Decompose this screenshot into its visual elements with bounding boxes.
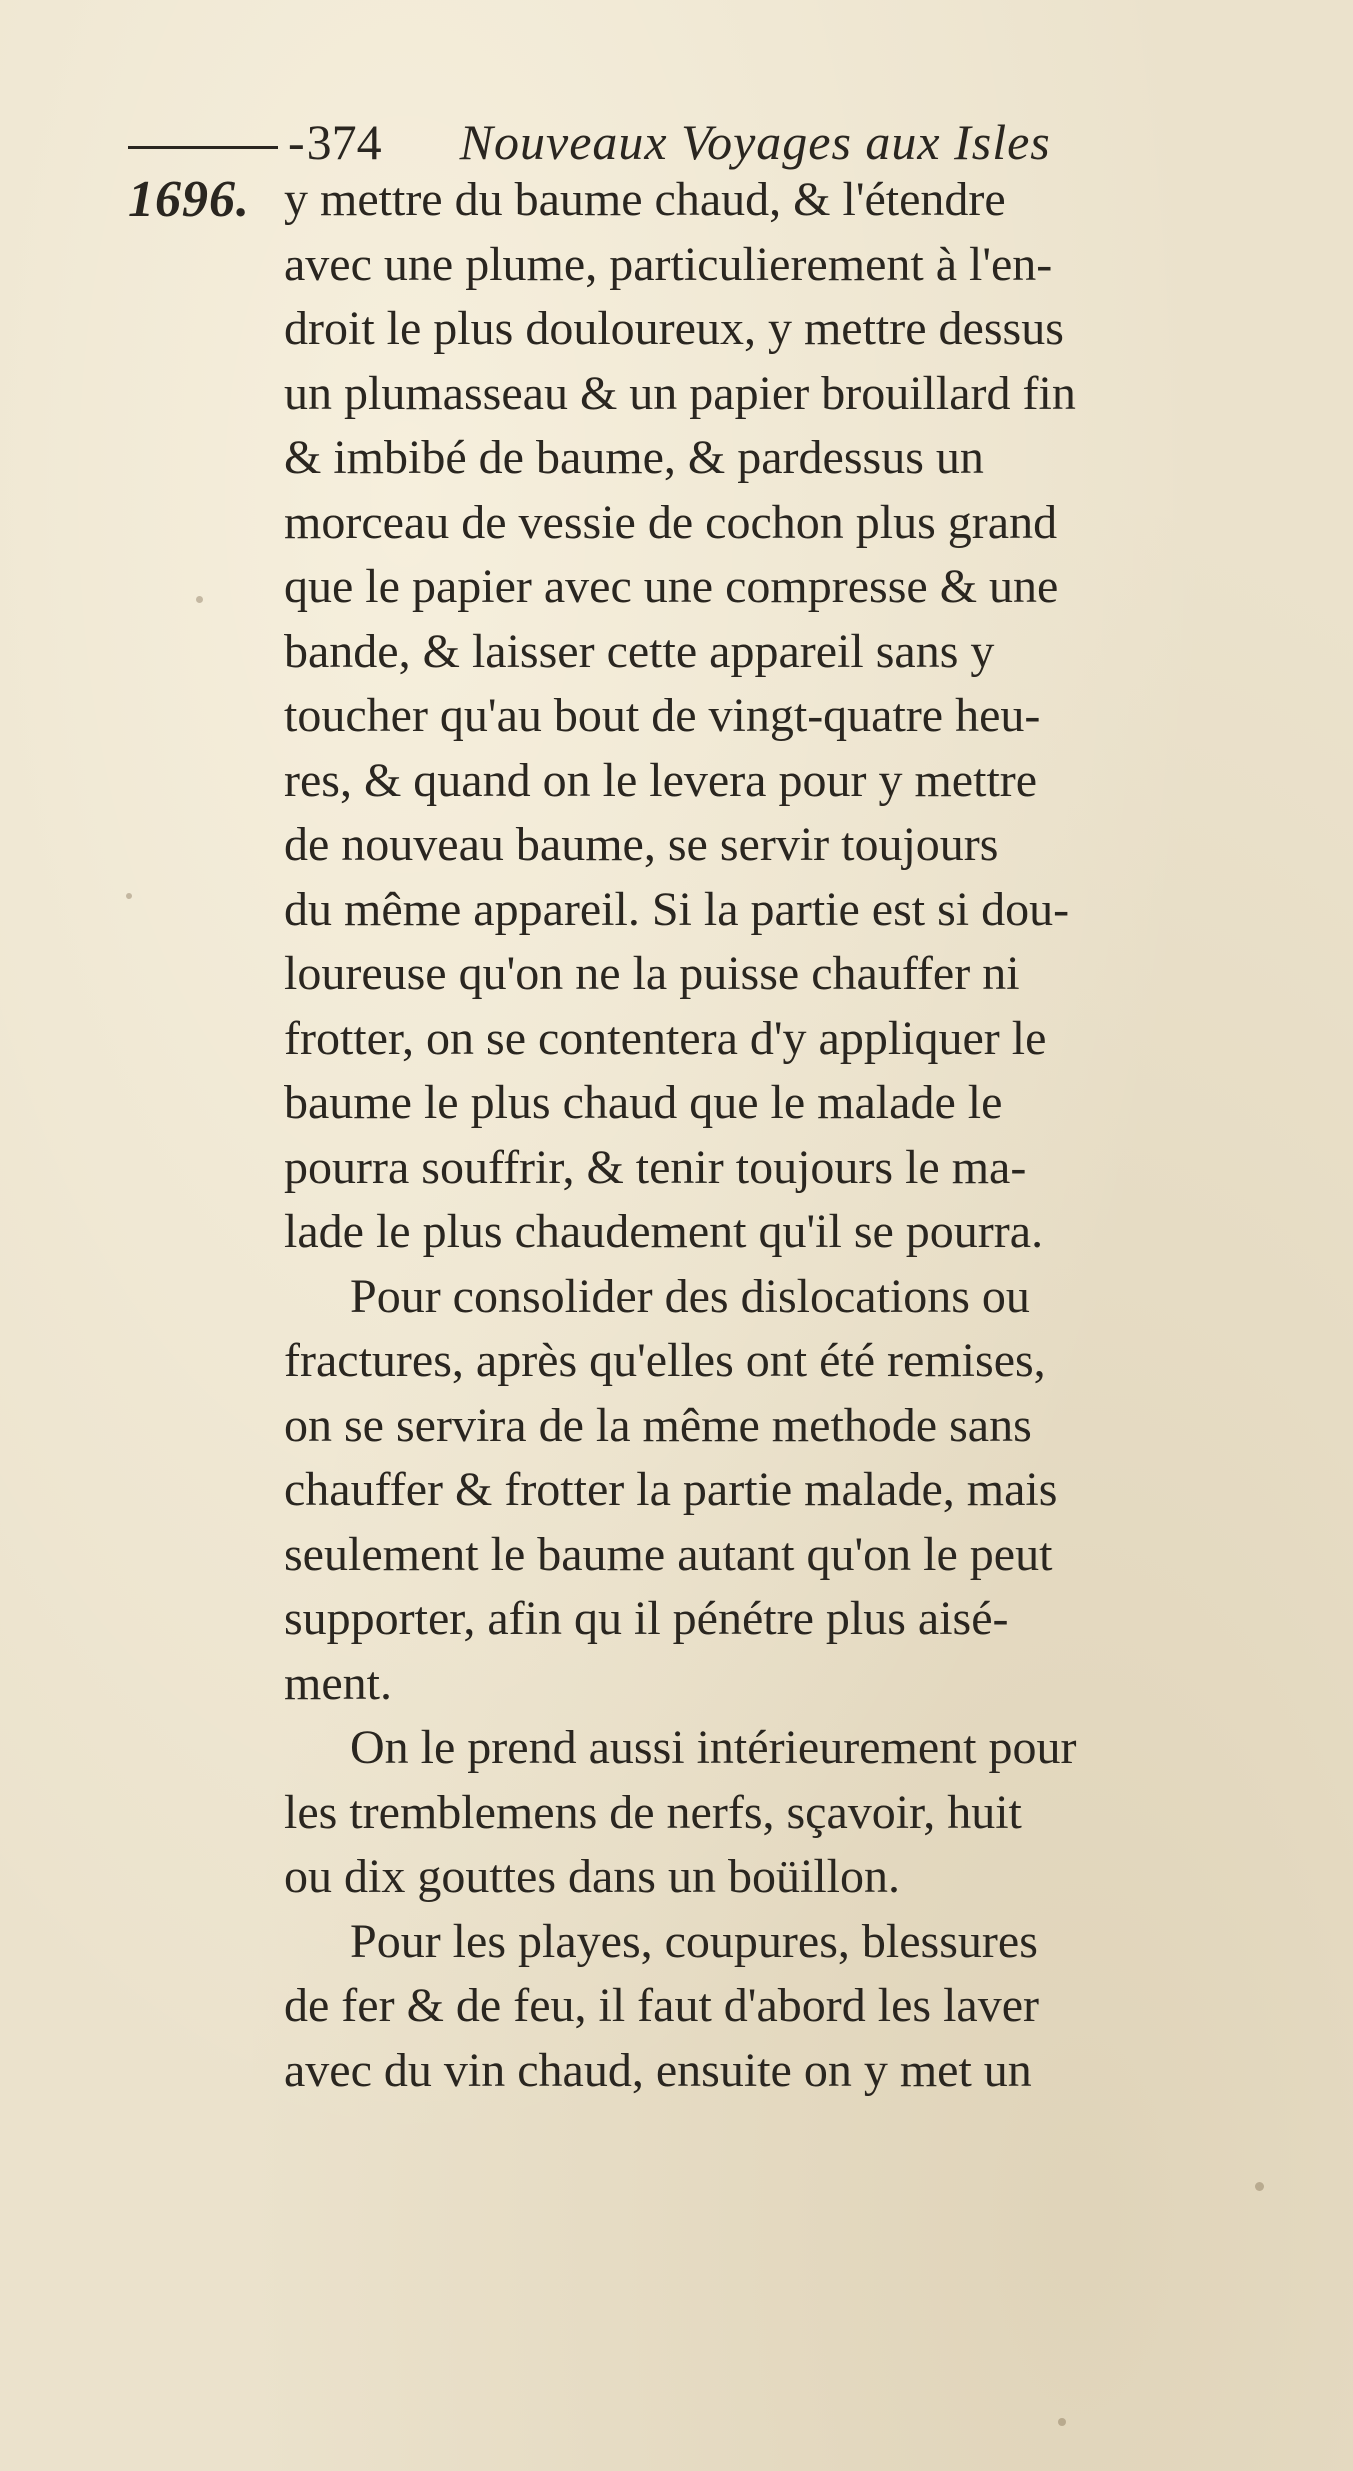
header-rule bbox=[128, 146, 278, 149]
header-dash: - bbox=[288, 114, 305, 170]
text-line: ou dix gouttes dans un boüillon. bbox=[284, 1850, 900, 1903]
text-line: chauffer & frotter la partie malade, mais bbox=[284, 1463, 1058, 1516]
text-line: du même appareil. Si la partie est si dou- bbox=[284, 882, 1070, 936]
text-line: supporter, afin qu il pénétre plus aisé- bbox=[284, 1592, 1009, 1645]
text-line: un plumasseau & un papier brouillard fin bbox=[284, 366, 1076, 420]
running-head: Nouveaux Voyages aux Isles bbox=[459, 114, 1051, 170]
text-line: de nouveau baume, se servir toujours bbox=[284, 818, 999, 871]
text-line: bande, & laisser cette appareil sans y bbox=[284, 624, 995, 678]
text-line: avec du vin chaud, ensuite on y met un bbox=[284, 2043, 1032, 2097]
text-line: y mettre du baume chaud, & l'étendre bbox=[284, 173, 1006, 226]
text-line: Pour consolider des dislocations ou bbox=[350, 1269, 1030, 1323]
text-line: avec une plume, particulierement à l'en- bbox=[284, 237, 1053, 291]
paper-speck bbox=[126, 893, 132, 899]
paper-speck bbox=[1058, 2418, 1066, 2426]
text-line: ment. bbox=[284, 1656, 392, 1710]
text-line: droit le plus douloureux, y mettre dessus bbox=[284, 302, 1064, 355]
margin-year: 1696. bbox=[128, 171, 250, 228]
text-line: que le papier avec une compresse & une bbox=[284, 560, 1059, 613]
text-line: seulement le baume autant qu'on le peut bbox=[284, 1527, 1053, 1581]
text-line: morceau de vessie de cochon plus grand bbox=[284, 495, 1058, 549]
paper-speck bbox=[1255, 2182, 1264, 2191]
text-line: & imbibé de baume, & pardessus un bbox=[284, 431, 984, 484]
text-line: fractures, après qu'elles ont été remises, bbox=[284, 1334, 1046, 1387]
text-line: toucher qu'au bout de vingt-quatre heu- bbox=[284, 689, 1041, 742]
text-line: les tremblemens de nerfs, sçavoir, huit bbox=[284, 1785, 1022, 1839]
text-line: lade le plus chaudement qu'il se pourra. bbox=[284, 1205, 1044, 1258]
text-line: On le prend aussi intérieurement pour bbox=[350, 1721, 1077, 1774]
paper-speck bbox=[196, 596, 203, 603]
text-line: on se servira de la même methode sans bbox=[284, 1398, 1032, 1452]
body-text bbox=[284, 168, 1280, 2103]
text-line: res, & quand on le levera pour y mettre bbox=[284, 753, 1038, 807]
text-line: Pour les playes, coupures, blessures bbox=[350, 1914, 1038, 1968]
page-number: 374 bbox=[306, 114, 382, 170]
page-header bbox=[128, 112, 1228, 172]
text-line: de fer & de feu, il faut d'abord les laver bbox=[284, 1979, 1039, 2032]
text-line: baume le plus chaud que le malade le bbox=[284, 1076, 1003, 1129]
text-line: frotter, on se contentera d'y appliquer le bbox=[284, 1011, 1047, 1065]
text-line: pourra souffrir, & tenir toujours le ma- bbox=[284, 1140, 1027, 1194]
text-line: loureuse qu'on ne la puisse chauffer ni bbox=[284, 947, 1020, 1000]
